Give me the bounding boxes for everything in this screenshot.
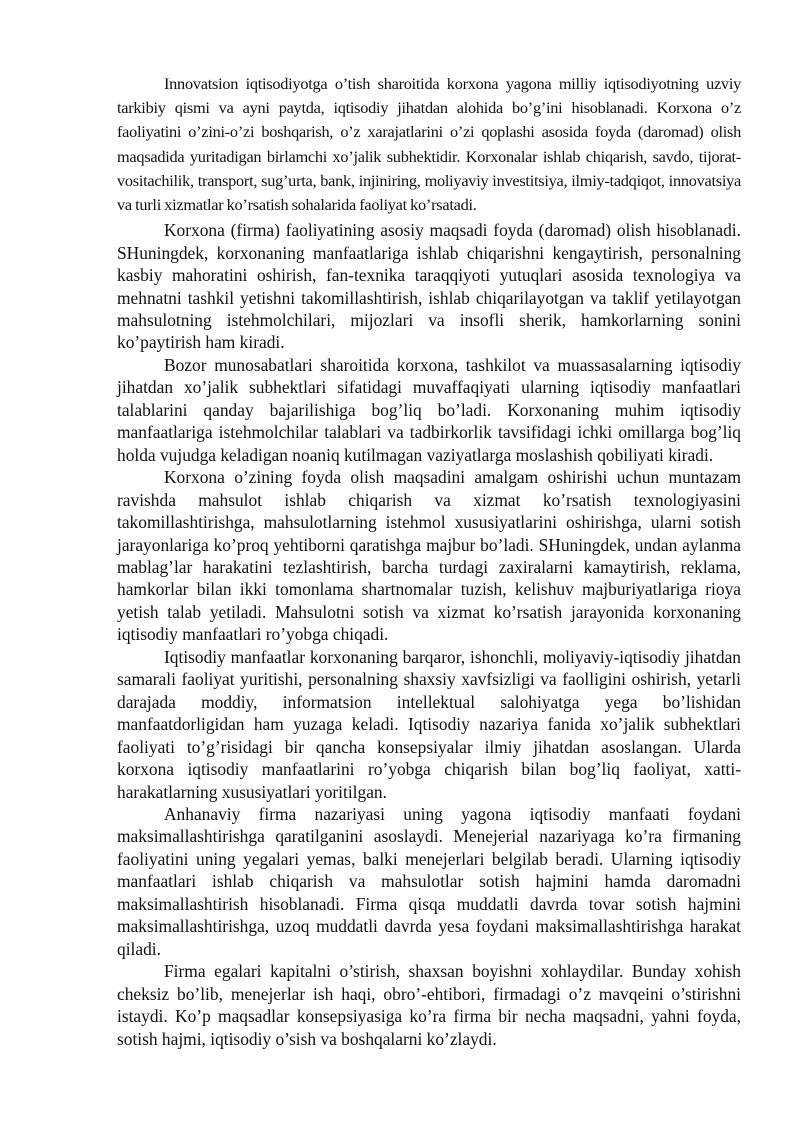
paragraph-1: Innovatsion iqtisodiyotga o’tish sharoitida korxona yagona milliy iqtisodiyotning uzviy tarkibiy qismi va ayni paytda, iqtisodiy jihatdan alohida bo’g’ini hisoblanadi. Korxona o’z faoliyatini o’zini-o’zi boshqarish, o’z xarajatlarini o’zi qoplashi asosida foyda (daromad) olish maqsadida yuritadigan birlamchi xo’jalik subhektidir. Korxonalar ishlab chiqarish, savdo, tijorat-vositachilik, transport, sug’urta, bank, injiniring, moliyaviy investitsiya, ilmiy-tadqiqot, innovatsiya va turli xizmatlar ko’rsatish sohalarida faoliyat ko’rsatadi. [117,74,741,215]
paragraph-4: Korxona o’zining foyda olish maqsadini amalgam oshirishi uchun muntazam ravishda mahsulot ishlab chiqarish va xizmat ko’rsatish texnologiyasini takomillashtirishga, mahsulotlarning istehmol xususiyatlarini oshirishga, ularni sotish jarayonlariga ko’proq yehtiborni qaratishga majbur bo’ladi. SHuningdek, undan aylanma mablag’lar harakatini tezlashtirish, barcha turdagi zaxiralarni kamaytirish, reklama, hamkorlar bilan ikki tomonlama shartnomalar tuzish, kelishuv majburiyatlariga rioya yetish talab yetiladi. Mahsulotni sotish va xizmat ko’rsatish jarayonida korxonaning iqtisodiy manfaatlari ro’yobga chiqadi. [117,467,741,645]
document-body [117,72,741,1050]
paragraph-2: Korxona (firma) faoliyatining asosiy maqsadi foyda (daromad) olish hisoblanadi. SHuningdek, korxonaning manfaatlariga ishlab chiqarishni kengaytirish, personalning kasbiy mahoratini oshirish, fan-texnika taraqqiyoti yutuqlari asosida texnologiya va mehnatni tashkil yetishni takomillashtirish, ishlab chiqarilayotgan va taklif yetilayotgan mahsulotning istehmolchilari, mijozlari va insofli sherik, hamkorlarning sonini ko’paytirish ham kiradi. [117,220,741,353]
paragraph-5: Iqtisodiy manfaatlar korxonaning barqaror, ishonchli, moliyaviy-iqtisodiy jihatdan samarali faoliyat yuritishi, personalning shaxsiy xavfsizligi va faolligini oshirish, yetarli darajada moddiy, informatsion intellektual salohiyatga yega bo’lishidan manfaatdorligidan ham yuzaga keladi. Iqtisodiy nazariya fanida xo’jalik subhektlari faoliyati to’g’risidagi bir qancha konsepsiyalar ilmiy jihatdan asoslangan. Ularda korxona iqtisodiy manfaatlarini ro’yobga chiqarish bilan bog’liq faoliyat, xatti-harakatlarning xususiyatlari yoritilgan. [117,646,741,802]
paragraph-3: Bozor munosabatlari sharoitida korxona, tashkilot va muassasalarning iqtisodiy jihatdan xo’jalik subhektlari sifatidagi muvaffaqiyati ularning iqtisodiy manfaatlari talablarini qanday bajarilishiga bog’liq bo’ladi. Korxonaning muhim iqtisodiy manfaatlariga istehmolchilar talablari va tadbirkorlik tavsifidagi ichki omillarga bog’liq holda vujudga keladigan noaniq kutilmagan vaziyatlarga moslashish qobiliyati kiradi. [117,354,741,465]
paragraph-6: Anhanaviy firma nazariyasi uning yagona iqtisodiy manfaati foydani maksimallashtirishga qaratilganini asoslaydi. Menejerial nazariyaga ko’ra firmaning faoliyatini uning yegalari yemas, balki menejerlari belgilab beradi. Ularning iqtisodiy manfaatlari ishlab chiqarish va mahsulotlar sotish hajmini hamda daromadni maksimallashtirish hisoblanadi. Firma qisqa muddatli davrda tovar sotish hajmini maksimallashtirishga, uzoq muddatli davrda yesa foydani maksimallashtirishga harakat qiladi. [117,804,741,959]
paragraph-7: Firma egalari kapitalni o’stirish, shaxsan boyishni xohlaydilar. Bunday xohish cheksiz bo’lib, menejerlar ish haqi, obro’-ehtibori, firmadagi o’z mavqeini o’stirishni istaydi. Ko’p maqsadlar konsepsiyasiga ko’ra firma bir necha maqsadni, yahni foyda, sotish hajmi, iqtisodiy o’sish va boshqalarni ko’zlaydi. [117,961,741,1049]
